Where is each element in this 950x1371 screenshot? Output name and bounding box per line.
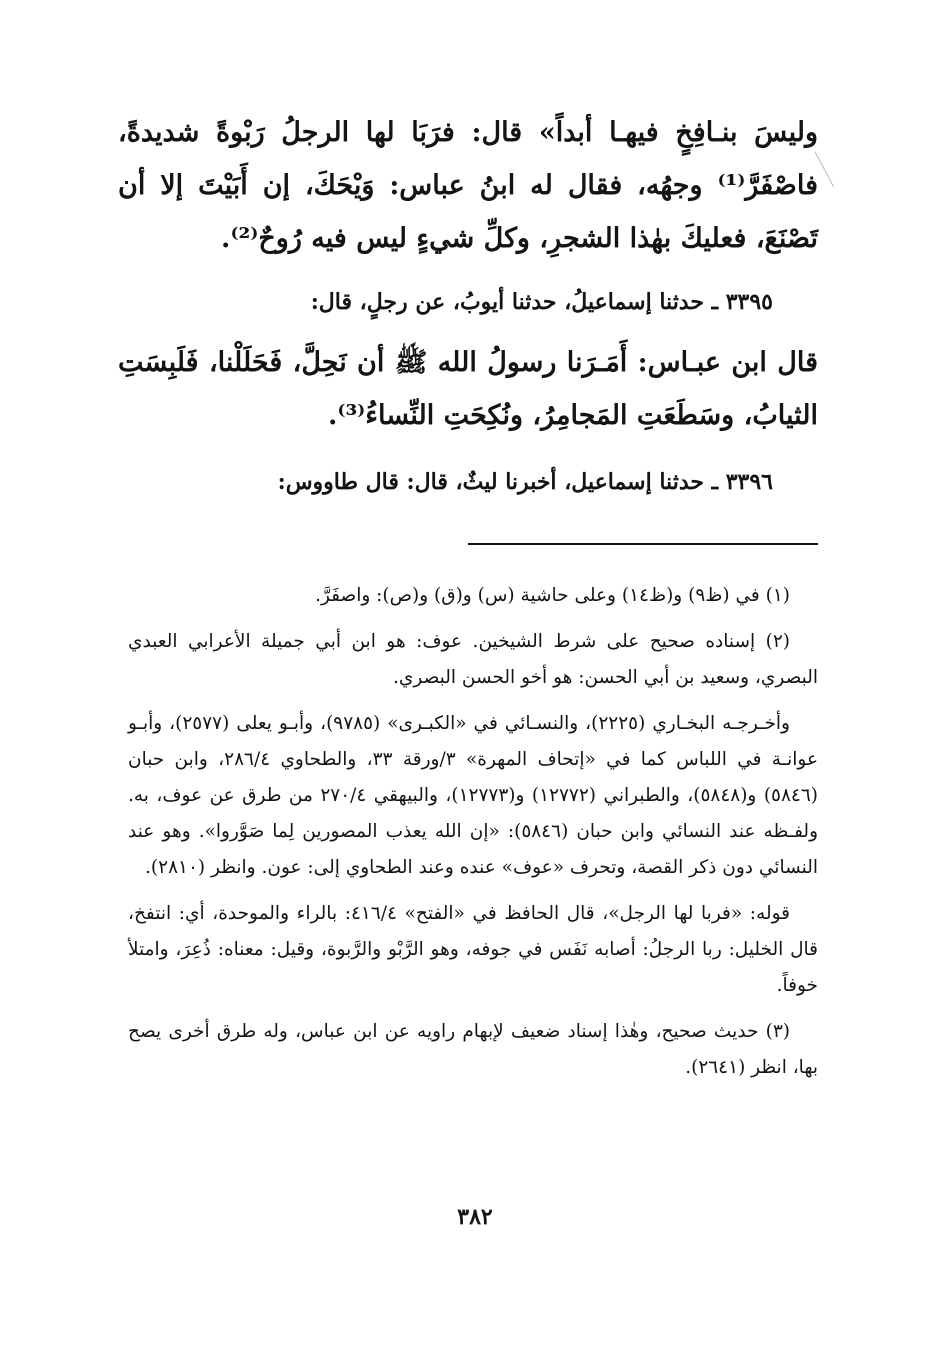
footnote-2-continuation: وأخـرجـه البخـاري (٢٢٢٥)، والنسـائي في «الكبـرى» (٩٧٨٥)، وأبـو يعلى (٢٥٧٧)، وأبـو عوانـة في اللباس كما في «إتحاف المهرة» ٣/ورقة ٣٣، والطحاوي ٢٨٦/٤، وابن حبان (٥٨٤٦) و(٥٨٤٨)، والطبراني (١٢٧٧٢) و(١٢٧٧٣)، والبيهقي ٢٧٠/٤ من طرق عن عوف، به. ولفـظه عند النسائي وابن حبان (٥٨٤٦): «إن الله يعذب المصورين لِما صَوَّروا». وهو عند النسائي دون ذكر القصة، وتحرف «عوف» عنده وعند الطحاوي إلى: عون. وانظر (٢٨١٠).: [128, 713, 819, 878]
main-paragraph-2: قال ابن عبـاس: أَمَـرَنا رسولُ الله ﷺ أن نَحِلَّ، فَحَلَلْنا، فَلَبِسَتِ الثيابُ، وسَطَعَتِ المَجامِرُ، ونُكِحَتِ النِّساءُ⁽³⁾.: [118, 347, 818, 431]
margin-mark: [814, 145, 846, 187]
footnote-3: (٣) حديث صحيح، وهٰذا إسناد ضعيف لإبهام راويه عن ابن عباس، وله طرق أخرى يصح بها، انظر (٢٦٤١).: [128, 1021, 818, 1078]
footnote-separator: [468, 543, 818, 545]
page-number: ٣٨٢: [457, 1204, 493, 1230]
footnote-2: (٢) إسناده صحيح على شرط الشيخين. عوف: هو ابن أبي جميلة الأعرابي العبدي البصري، وسعيد بن أبي الحسن: هو أخو الحسن البصري.: [128, 631, 818, 688]
hadith-3395-heading: ٣٣٩٥ ـ حدثنا إسماعيلُ، حدثنا أيوبُ، عن رجلٍ، قال:: [310, 289, 773, 315]
hadith-3396-heading: ٣٣٩٦ ـ حدثنا إسماعيل، أخبرنا ليثٌ، قال: قال طاووس:: [277, 469, 773, 495]
footnote-1: (١) في (ظ٩) و(ظ١٤) وعلى حاشية (س) و(ق) و(ص): واصفَرَّ.: [315, 585, 790, 606]
footnotes-section: [128, 578, 818, 1096]
footnote-2-gloss: قوله: «فربا لها الرجل»، قال الحافظ في «الفتح» ٤١٦/٤: بالراء والموحدة، أي: انتفخ، قال الخليل: ربا الرجلُ: أصابه نَفَس في جوفه، وهو الرَّبْو والرَّبوة، وقيل: معناه: ذُعِرَ، وامتلأ خوفاً.: [128, 903, 818, 996]
main-paragraph-1: وليسَ بنـافِخٍ فيهـا أبداً» قال: فرَبَا لها الرجلُ رَبْوةً شديدةً، فاصْفَرَّ⁽¹⁾ وجهُه، فقال له ابنُ عباس: وَيْحَكَ، إن أَبَيْتَ إلا أن تَصْنَعَ، فعليكَ بهٰذا الشجرِ، وكلِّ شيءٍ ليس فيه رُوحٌ⁽²⁾.: [118, 117, 818, 254]
